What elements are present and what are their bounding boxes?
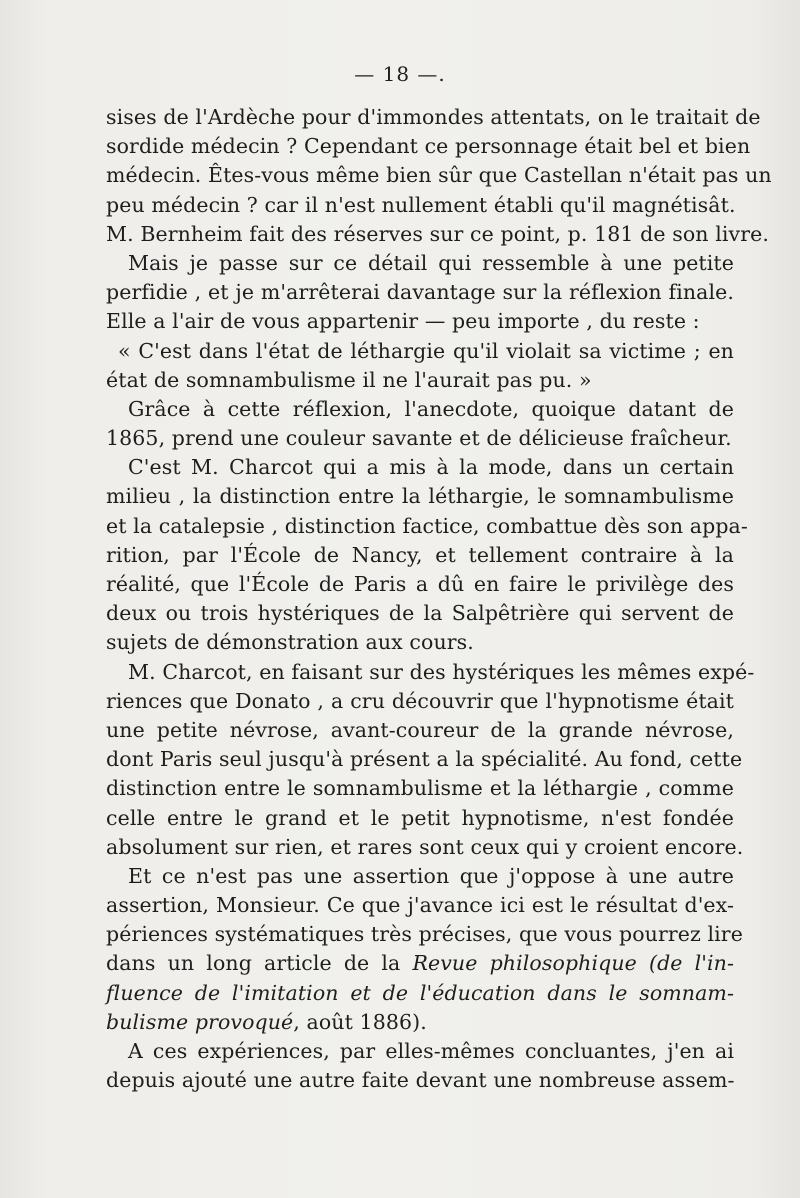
text-line: celle entre le grand et le petit hypnotisme, n'est fondée	[106, 805, 734, 830]
text-line: absolument sur rien, et rares sont ceux qui y croient encore.	[106, 834, 744, 859]
text-line: milieu , la distinction entre la léthargie, le somnambulisme	[106, 484, 734, 509]
text-line: A ces expériences, par elles-mêmes concluantes, j'en ai	[128, 1039, 734, 1063]
quote-line: état de somnambulisme il ne l'aurait pas pu. »	[106, 367, 592, 392]
text-line: 1865, prend une couleur savante et de délicieuse fraîcheur.	[106, 426, 732, 451]
text-line: depuis ajouté une autre faite devant une nombreuse assem-	[106, 1068, 735, 1093]
text-line	[106, 1008, 734, 1037]
page-body	[106, 103, 772, 1095]
text-line: deux ou trois hystériques de la Salpêtrière qui servent de	[106, 601, 734, 626]
article-title: fluence de l'imitation et de l'éducation dans le somnam-	[106, 980, 734, 1005]
text-fragment: dans un long article de la	[106, 951, 413, 976]
article-title-end: bulisme provoqué	[106, 1009, 294, 1034]
text-line: peu médecin ? car il n'est nullement établi qu'il magnétisât.	[106, 192, 736, 217]
text-line: périences systématiques très précises, que vous pourrez lire	[106, 922, 743, 947]
text-line: riences que Donato , a cru découvrir que l'hypnotisme était	[106, 688, 734, 713]
text-line: C'est M. Charcot qui a mis à la mode, dans un certain	[128, 455, 734, 480]
text-line: sujets de démonstration aux cours.	[106, 630, 474, 655]
page-number: — 18 —.	[354, 62, 446, 86]
text-line: Mais je passe sur ce détail qui ressemble à une petite	[128, 250, 734, 275]
text-line	[106, 979, 734, 1008]
text-line: réalité, que l'École de Paris a dû en faire le privilège des	[106, 572, 734, 596]
text-line: et la catalepsie , distinction factice, combattue dès son appa-	[106, 513, 748, 538]
text-line: perfidie , et je m'arrêterai davantage sur la réflexion finale.	[106, 280, 734, 305]
text-line: dont Paris seul jusqu'à présent a la spécialité. Au fond, cette	[106, 747, 743, 772]
text-line: médecin. Êtes-vous même bien sûr que Castellan n'était pas un	[106, 163, 772, 188]
text-line: Grâce à cette réflexion, l'anecdote, quoique datant de	[128, 396, 734, 421]
text-line: sordide médecin ? Cependant ce personnage était bel et bien	[106, 134, 751, 159]
text-line: M. Charcot, en faisant sur des hystériques les mêmes expé-	[128, 659, 755, 684]
quote-line: « C'est dans l'état de léthargie qu'il violait sa victime ; en	[118, 338, 734, 363]
text-line: Elle a l'air de vous appartenir — peu importe , du reste :	[106, 309, 700, 334]
text-line: rition, par l'École de Nancy, et tellement contraire à la	[106, 542, 734, 567]
text-line: une petite névrose, avant-coureur de la grande névrose,	[106, 717, 734, 742]
text-line: assertion, Monsieur. Ce que j'avance ici est le résultat d'ex-	[106, 893, 734, 918]
text-fragment: , août 1886).	[293, 1009, 427, 1034]
text-line: sises de l'Ardèche pour d'immondes attentats, on le traitait de	[106, 105, 761, 129]
text-line: Et ce n'est pas une assertion que j'oppose à une autre	[128, 863, 734, 888]
text-line: distinction entre le somnambulisme et la léthargie , comme	[106, 776, 734, 801]
text-line	[106, 949, 734, 978]
journal-title: Revue philosophique (de l'in-	[412, 951, 735, 976]
text-line: M. Bernheim fait des réserves sur ce point, p. 181 de son livre.	[106, 221, 769, 246]
